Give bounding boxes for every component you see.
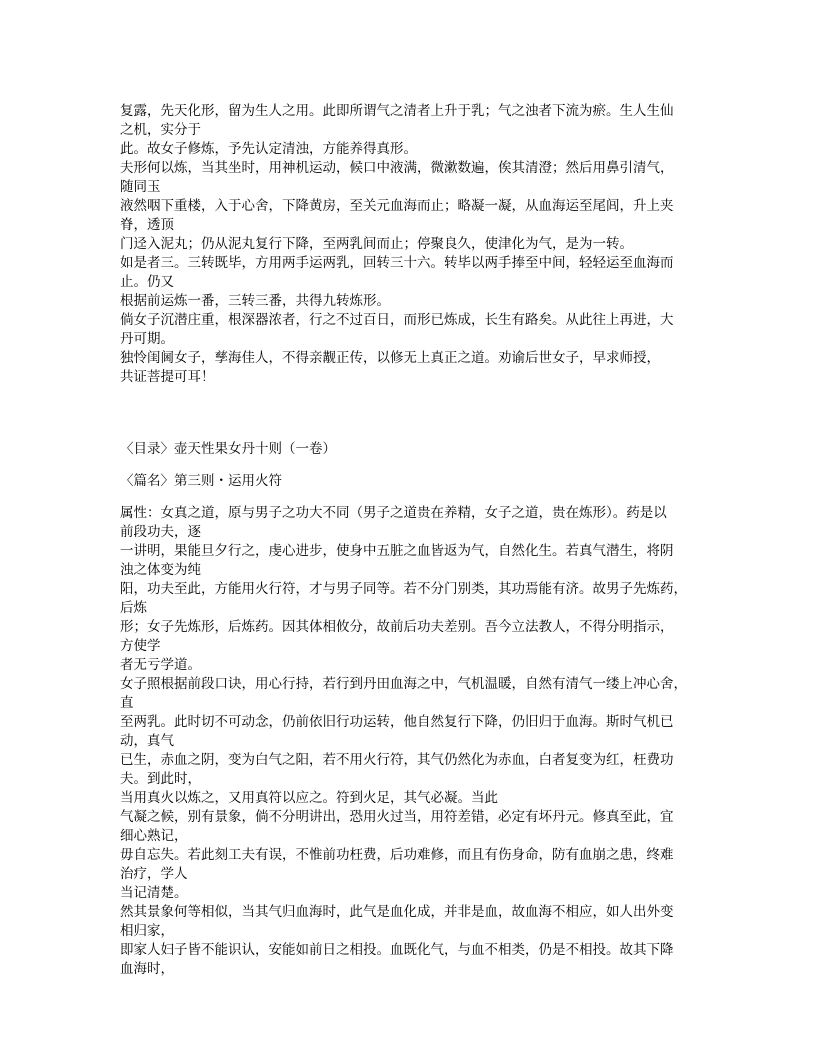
text-line: 直: [120, 695, 134, 711]
text-line: 根据前运炼一番，三转三番，共得九转炼形。: [120, 293, 390, 309]
text-line: 者无亏学道。: [120, 657, 201, 673]
text-line: 浊之体变为纯: [120, 562, 201, 578]
text-line: 随同玉: [120, 179, 161, 195]
text-line: 后炼: [120, 600, 147, 616]
text-line: 一讲明，果能旦夕行之，虔心进步，使身中五脏之血皆返为气，自然化生。若真气潜生，将阴: [120, 543, 674, 559]
text-line: 治疗，学人: [120, 866, 188, 882]
section-1: [120, 102, 700, 387]
text-line: 复露，先天化形，留为生人之用。此即所谓气之清者上升于乳；气之浊者下流为瘀。生人生仙: [120, 103, 674, 119]
text-line: 形；女子先炼形，后炼药。因其体相攸分，故前后功夫差别。吾今立法教人，不得分明指示，: [120, 619, 674, 635]
text-line: 方使学: [120, 638, 161, 654]
section-2: [120, 504, 700, 979]
chapter-heading: 〈篇名〉第三则・运用火符: [120, 473, 282, 489]
text-line: 毋自忘失。若此刻工夫有误，不惟前功枉费，后功难修，而且有伤身命，防有血崩之患，终难: [120, 847, 674, 863]
text-line: 此。故女子修炼，予先认定清浊，方能养得真形。: [120, 141, 417, 157]
text-line: 如是者三。三转既毕，方用两手运两乳，回转三十六。转毕以两手捧至中间，轻轻运至血海而: [120, 255, 674, 271]
text-line: 已生，赤血之阴，变为白气之阳，若不用火行符，其气仍然化为赤血，白者复变为红，枉费功: [120, 752, 674, 768]
text-line: 血海时，: [120, 961, 174, 977]
text-line: 丹可期。: [120, 331, 174, 347]
text-line: 夫形何以炼，当其坐时，用神机运动，候口中液满，微漱数遍，俟其清澄；然后用鼻引清气，: [120, 160, 674, 176]
text-line: 前段功夫，逐: [120, 524, 201, 540]
text-line: 然其景象何等相似，当其气归血海时，此气是血化成，并非是血，故血海不相应，如人出外变: [120, 904, 674, 920]
text-line: 门迳入泥丸；仍从泥丸复行下降，至两乳间而止；停聚良久，使津化为气，是为一转。: [120, 236, 633, 252]
text-line: 气凝之候，别有景象，倘不分明讲出，恐用火过当，用符差错，必定有坏丹元。修真至此，宜: [120, 809, 674, 825]
text-line: 细心熟记，: [120, 828, 188, 844]
text-line: 共证菩提可耳！: [120, 369, 215, 385]
text-line: 当用真火以炼之，又用真符以应之。符到火足，其气必凝。当此: [120, 790, 498, 806]
text-line: 至两乳。此时切不可动念，仍前依旧行功运转，他自然复行下降，仍旧归于血海。斯时气机已: [120, 714, 674, 730]
document-page: [120, 102, 700, 979]
text-line: 阳，功夫至此，方能用火行符，才与男子同等。若不分门别类，其功焉能有济。故男子先炼药，: [120, 581, 687, 597]
text-line: 独怜闺阃女子，孳海佳人，不得亲觏正传，以修无上真正之道。劝谕后世女子，早求师授，: [120, 350, 660, 366]
text-line: 女子照根据前段口诀，用心行持，若行到丹田血海之中，气机温暖，自然有清气一缕上冲心舍，: [120, 676, 687, 692]
text-line: 脊，透顶: [120, 217, 174, 233]
text-line: 之机，实分于: [120, 122, 201, 138]
text-line: 属性：女真之道，原与男子之功大不同（男子之道贵在养精，女子之道，贵在炼形）。药是以: [120, 505, 667, 521]
text-line: 倘女子沉潜庄重，根深器浓者，行之不过百日，而形已炼成，长生有路矣。从此往上再进，大: [120, 312, 674, 328]
catalog-heading: 〈目录〉壶天性果女丹十则（一卷）: [120, 441, 336, 457]
text-line: 止。仍又: [120, 274, 174, 290]
text-line: 动，真气: [120, 733, 174, 749]
text-line: 液然咽下重楼，入于心舍，下降黄房，至关元血海而止；略凝一凝，从血海运至尾闾，升上夹: [120, 198, 674, 214]
text-line: 即家人妇子皆不能识认，安能如前日之相投。血既化气，与血不相类，仍是不相投。故其下降: [120, 942, 674, 958]
text-line: 夫。到此时，: [120, 771, 201, 787]
text-line: 相归家，: [120, 923, 174, 939]
text-line: 当记清楚。: [120, 885, 188, 901]
